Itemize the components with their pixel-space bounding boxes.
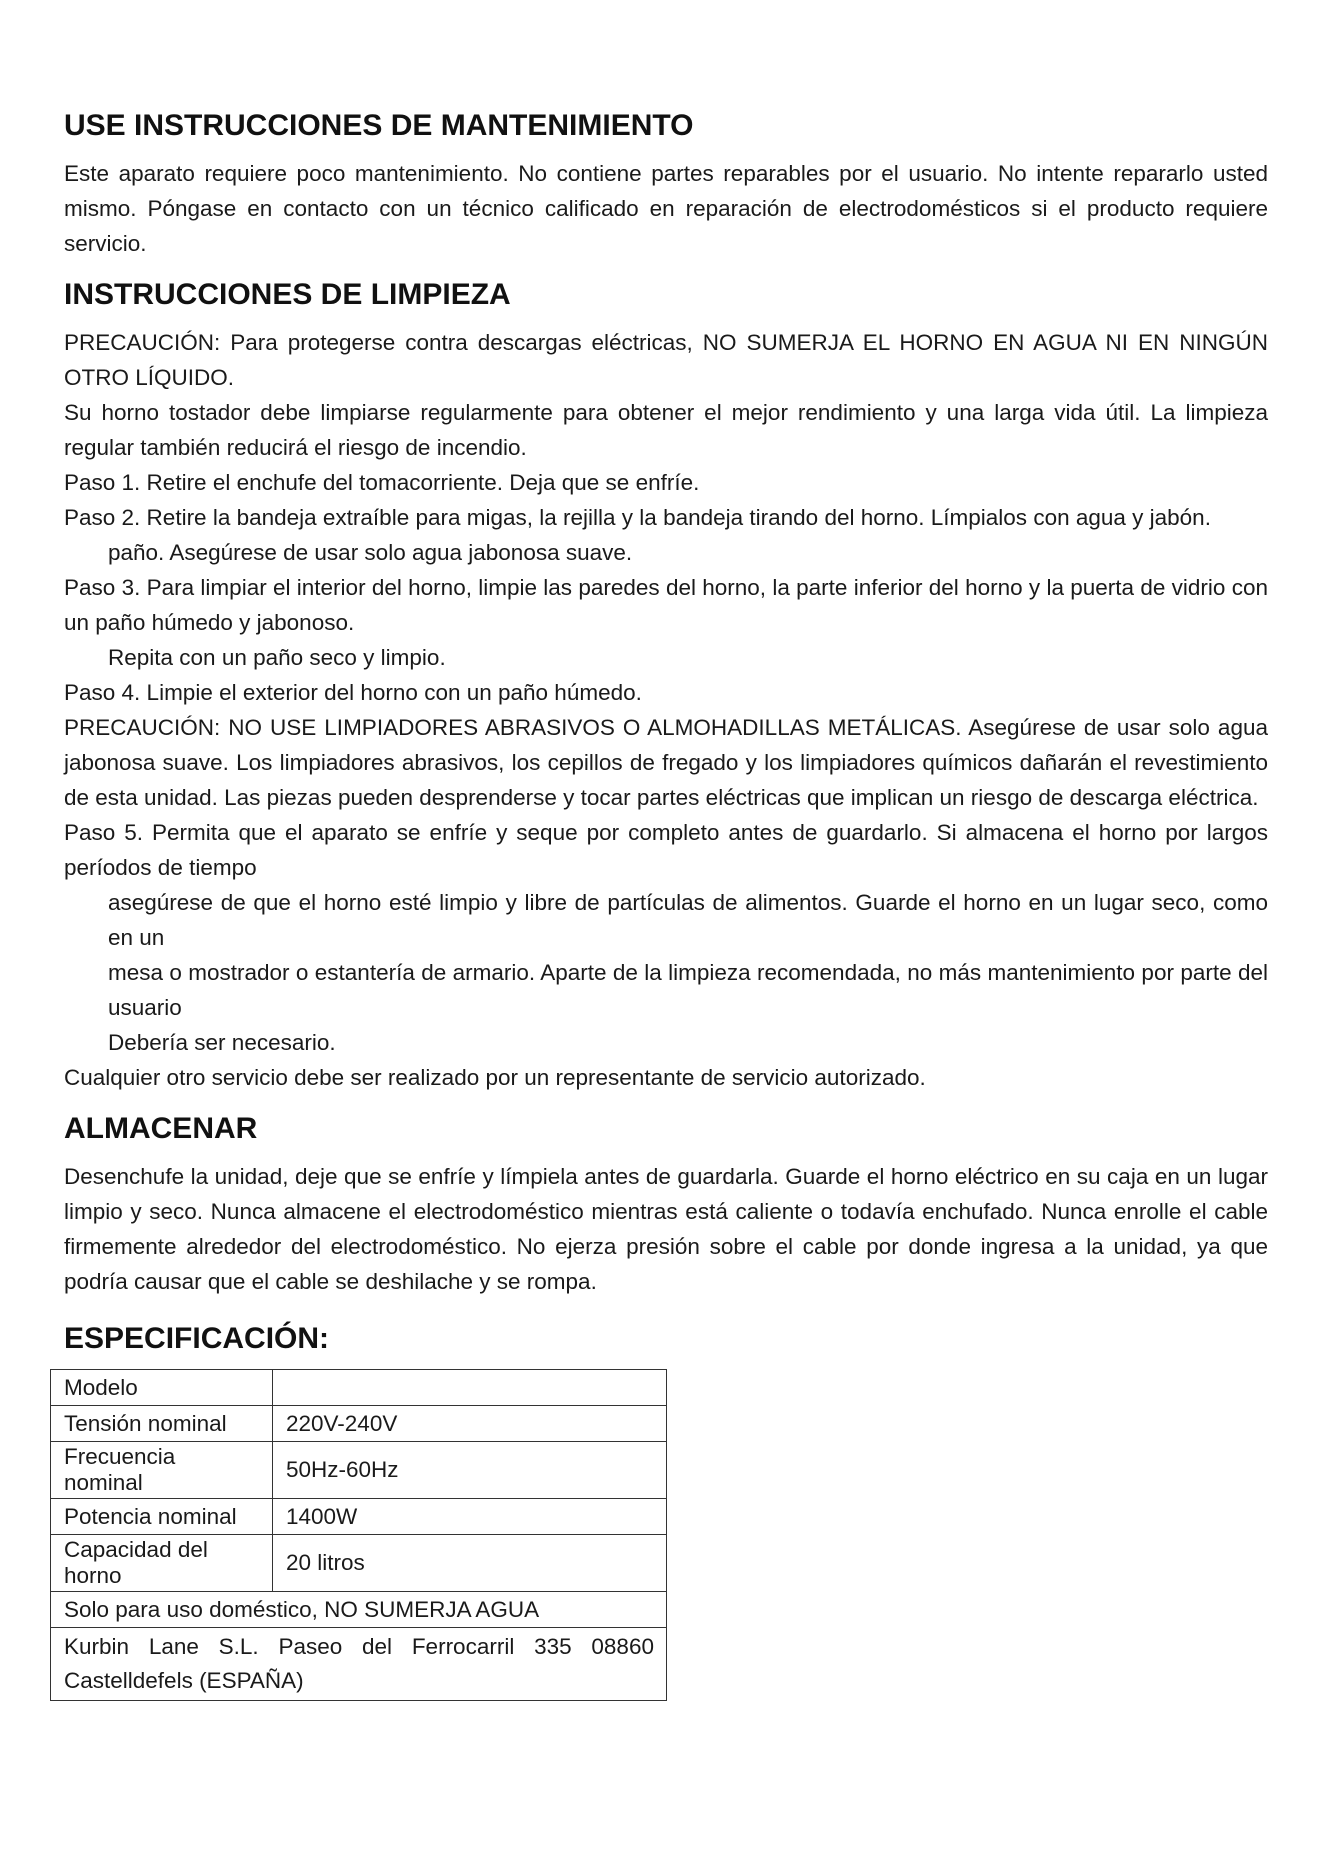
cleaning-line: Paso 2. Retire la bandeja extraíble para migas, la rejilla y la bandeja tirando del horno. Límpialos con agua y jabón.	[64, 505, 1211, 530]
company-word: del	[362, 1634, 393, 1659]
manual-page	[64, 108, 1268, 1717]
spec-label: Tensión nominal	[51, 1406, 273, 1442]
spec-label: Frecuencia nominal	[51, 1442, 273, 1499]
spec-label: Potencia nominal	[51, 1499, 273, 1535]
cleaning-line: Paso 1. Retire el enchufe del tomacorriente. Deja que se enfríe.	[64, 470, 700, 495]
spec-row	[51, 1370, 667, 1406]
spec-label: Capacidad del horno	[51, 1535, 273, 1592]
spec-row-company	[51, 1628, 667, 1701]
company-word: 08860	[591, 1634, 654, 1659]
spec-section	[64, 1321, 1268, 1701]
cleaning-lines	[64, 325, 1268, 1095]
cleaning-line: Debería ser necesario.	[108, 1030, 336, 1055]
company-word: S.L.	[218, 1634, 259, 1659]
company-city: Castelldefels (ESPAÑA)	[64, 1668, 304, 1693]
cleaning-line: PRECAUCIÓN: Para protegerse contra descargas eléctricas, NO SUMERJA EL HORNO EN AGUA NI EN NINGÚN OTRO LÍQUIDO.	[64, 330, 1268, 390]
cleaning-line: Su horno tostador debe limpiarse regularmente para obtener el mejor rendimiento y una larga vida útil. La limpieza regular también reducirá el riesgo de incendio.	[64, 400, 1268, 460]
company-word: Lane	[148, 1634, 199, 1659]
company-word: Paseo	[278, 1634, 343, 1659]
cleaning-line: Repita con un paño seco y limpio.	[108, 645, 446, 670]
company-word: 335	[534, 1634, 572, 1659]
cleaning-line: Paso 4. Limpie el exterior del horno con un paño húmedo.	[64, 680, 642, 705]
spec-value: 20 litros	[273, 1535, 667, 1592]
cleaning-line: paño. Asegúrese de usar solo agua jabonosa suave.	[108, 540, 633, 565]
spec-row	[51, 1535, 667, 1592]
company-address	[51, 1628, 667, 1701]
cleaning-line: Paso 5. Permita que el aparato se enfríe y seque por completo antes de guardarlo. Si almacena el horno por largos períodos de tiempo	[64, 820, 1268, 880]
company-address-line1	[64, 1630, 654, 1664]
storage-section	[64, 1111, 1268, 1299]
cleaning-heading: INSTRUCCIONES DE LIMPIEZA	[64, 278, 511, 311]
company-word: Kurbin	[64, 1634, 130, 1659]
spec-value: 1400W	[273, 1499, 667, 1535]
storage-paragraph: Desenchufe la unidad, deje que se enfríe y límpiela antes de guardarla. Guarde el horno eléctrico en su caja en un lugar limpio y seco. Nunca almacene el electrodoméstico mientras está caliente o todavía enchufado. Nunca enrolle el cable firmemente alrededor del electrodoméstico. No ejerza presión sobre el cable por donde ingresa a la unidad, ya que podría causar que el cable se deshilache y se rompa.	[64, 1164, 1268, 1294]
maintenance-heading: USE INSTRUCCIONES DE MANTENIMIENTO	[64, 109, 694, 142]
spec-row	[51, 1499, 667, 1535]
cleaning-line: mesa o mostrador o estantería de armario. Aparte de la limpieza recomendada, no más mantenimiento por parte del usuario	[108, 960, 1268, 1020]
cleaning-line: Paso 3. Para limpiar el interior del horno, limpie las paredes del horno, la parte inferior del horno y la puerta de vidrio con un paño húmedo y jabonoso.	[64, 575, 1268, 635]
spec-value: 220V-240V	[273, 1406, 667, 1442]
cleaning-line: Cualquier otro servicio debe ser realizado por un representante de servicio autorizado.	[64, 1065, 926, 1090]
maintenance-paragraph: Este aparato requiere poco mantenimiento. No contiene partes reparables por el usuario. No intente repararlo usted mismo. Póngase en contacto con un técnico calificado en reparación de electrodomésticos si el producto requiere servicio.	[64, 161, 1268, 256]
spec-row-domestic	[51, 1592, 667, 1628]
spec-value	[273, 1370, 667, 1406]
domestic-note: Solo para uso doméstico, NO SUMERJA AGUA	[51, 1592, 667, 1628]
cleaning-line: PRECAUCIÓN: NO USE LIMPIADORES ABRASIVOS O ALMOHADILLAS METÁLICAS. Asegúrese de usar solo agua jabonosa suave. Los limpiadores abrasivos, los cepillos de fregado y los limpiadores químicos dañarán el revestimiento de esta unidad. Las piezas pueden desprenderse y tocar partes eléctricas que implican un riesgo de descarga eléctrica.	[64, 715, 1268, 810]
company-word: Ferrocarril	[411, 1634, 515, 1659]
maintenance-section	[64, 108, 1268, 261]
spec-heading: ESPECIFICACIÓN:	[64, 1322, 330, 1355]
storage-heading: ALMACENAR	[64, 1112, 258, 1145]
cleaning-section	[64, 277, 1268, 1095]
spec-row	[51, 1442, 667, 1499]
spec-table	[50, 1369, 667, 1701]
spec-label: Modelo	[51, 1370, 273, 1406]
spec-value: 50Hz-60Hz	[273, 1442, 667, 1499]
cleaning-line: asegúrese de que el horno esté limpio y libre de partículas de alimentos. Guarde el horno en un lugar seco, como en un	[108, 890, 1268, 950]
spec-row	[51, 1406, 667, 1442]
